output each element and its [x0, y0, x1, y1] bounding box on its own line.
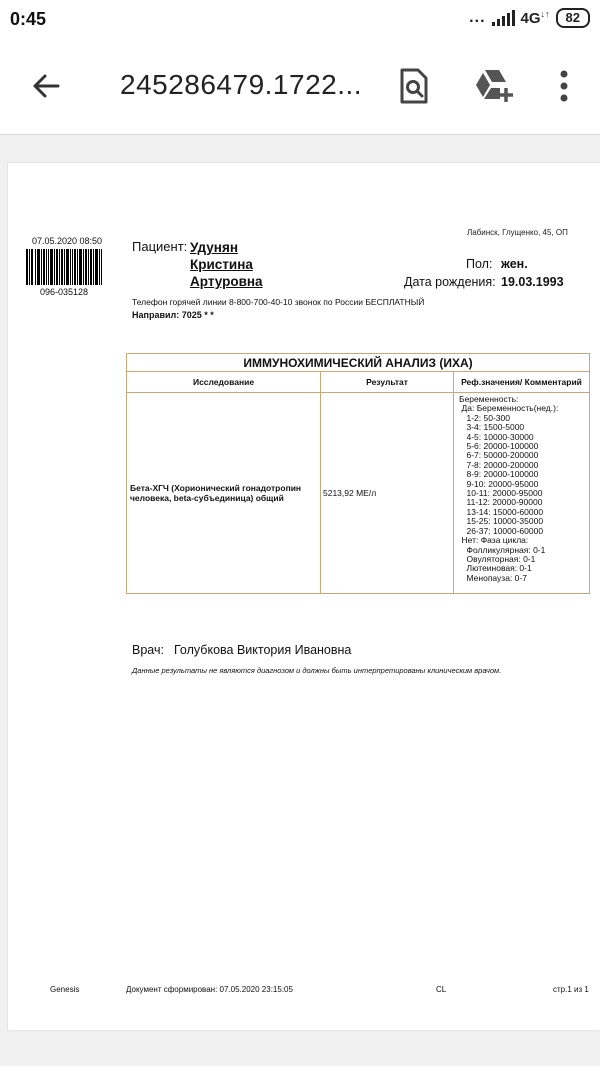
status-bar [0, 0, 600, 40]
patient-first-name: Кристина [190, 257, 253, 272]
notification-dots-icon: ... [469, 9, 486, 26]
reference-line: 15-25: 10000-35000 [466, 516, 544, 527]
more-options-button[interactable] [550, 64, 578, 108]
column-header-result: Результат [321, 372, 454, 393]
reference-line: 4-5: 10000-30000 [466, 431, 534, 442]
app-bar [0, 40, 600, 135]
patient-surname: Удунян [190, 240, 238, 255]
reference-line: 26-37: 10000-60000 [466, 525, 544, 536]
lab-address: Лабинск, Глущенко, 45, ОП [467, 228, 568, 237]
reference-line: Овуляторная: 0-1 [466, 553, 536, 564]
reference-line: Нет: Фаза цикла: [461, 535, 529, 546]
patient-name [190, 239, 263, 290]
more-vertical-icon [550, 64, 578, 108]
doctor-label: Врач: [132, 643, 164, 657]
network-type: 4G↓↑ [520, 9, 550, 27]
hotline-text: Телефон горячей линии 8-800-700-40-10 звонок по России БЕСПЛАТНЫЙ [132, 297, 425, 307]
find-in-page-button[interactable] [392, 64, 436, 108]
reference-line: 7-8: 20000-200000 [466, 459, 539, 470]
test-result: 5213,92 МЕ/л [321, 393, 454, 594]
document-page [8, 163, 600, 1030]
sex-label: Пол: [466, 257, 493, 271]
add-to-drive-button[interactable] [470, 64, 516, 108]
document-title: 245286479.1722... [120, 69, 363, 100]
sex-value: жен. [501, 257, 528, 271]
reference-line: 3-4: 1500-5000 [466, 422, 525, 433]
results-table [126, 353, 590, 594]
status-icons [469, 8, 590, 28]
reference-line: 1-2: 50-300 [466, 412, 510, 423]
status-time: 0:45 [10, 9, 47, 29]
reference-line: Лютеиновая: 0-1 [466, 563, 532, 574]
battery-icon: 82 [556, 8, 590, 28]
arrow-left-icon [26, 66, 66, 106]
barcode-image [26, 249, 102, 285]
column-header-reference: Реф.значения/ Комментарий [454, 372, 590, 393]
barcode-number: 096-035128 [40, 287, 89, 297]
reference-line: 8-9: 20000-100000 [466, 469, 539, 480]
table-row [127, 393, 590, 594]
column-header-test: Исследование [127, 372, 321, 393]
dob-value: 19.03.1993 [501, 275, 564, 289]
add-to-drive-icon [470, 64, 516, 108]
reference-line: Фолликулярная: 0-1 [466, 544, 546, 555]
reference-line: 6-7: 50000-200000 [466, 450, 539, 461]
reference-values [454, 393, 590, 594]
patient-patronymic: Артуровна [190, 274, 263, 289]
footer-system: Genesis [50, 985, 80, 994]
table-title: ИММУНОХИМИЧЕСКИЙ АНАЛИЗ (ИХА) [127, 354, 590, 372]
patient-label: Пациент: [132, 239, 188, 254]
reference-line: Да: Беременность(нед.): [461, 403, 559, 414]
test-name: Бета-ХГЧ (Хорионический гонадотропин человека, beta-субъединица) общий [127, 393, 321, 594]
reference-line: 10-11: 20000-95000 [466, 488, 543, 499]
reference-line: 5-6: 20000-100000 [466, 441, 539, 452]
dob-label: Дата рождения: [404, 275, 496, 289]
reference-line: 9-10: 20000-95000 [466, 478, 539, 489]
back-button[interactable] [26, 66, 66, 106]
reference-line: Менопауза: 0-7 [466, 572, 527, 583]
find-in-page-icon [392, 64, 436, 108]
barcode-date: 07.05.2020 08:50 [32, 236, 103, 246]
reference-line: 13-14: 15000-60000 [466, 506, 544, 517]
disclaimer-text: Данные результаты не являются диагнозом и должны быть интерпретированы клиническим врачом. [132, 666, 502, 675]
reference-line: Беременность: [459, 394, 519, 404]
footer-generated: Документ сформирован: 07.05.2020 23:15:05 [126, 985, 293, 994]
footer-page: стр.1 из 1 [553, 985, 589, 994]
reference-line: 11-12: 20000-90000 [466, 497, 543, 508]
footer-code: CL [436, 985, 447, 994]
doctor-name: Голубкова Виктория Ивановна [174, 643, 352, 657]
signal-icon [492, 10, 515, 26]
referrer-text: Направил: 7025 * * [132, 310, 214, 320]
